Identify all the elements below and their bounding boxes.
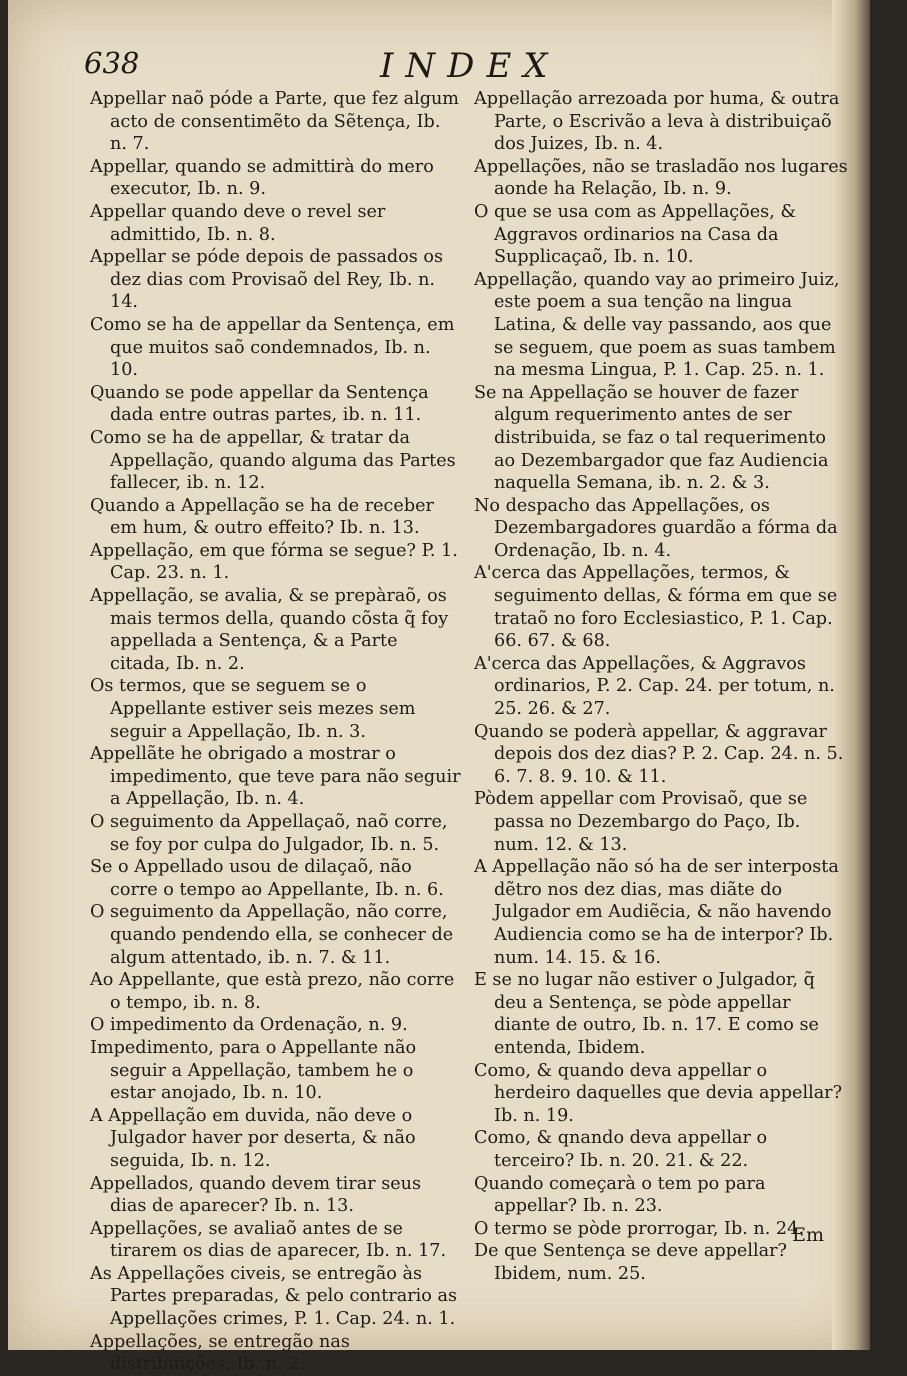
index-entry: Appellações, se entregão nas distribuições, Ib. n. 2. [90,1331,350,1375]
index-entry: A Appellação não só ha de ser interposta dẽtro nos dez dias, mas diãte do Julgador em Audiẽcia, & não havendo Audiencia como se ha de interpor? Ib. num. 14. 15. & 16. [474,857,839,968]
index-entry: Appellação, se avalia, & se prepàraõ, os mais termos della, quando cõsta q̃ foy appellada a Sentença, & a Parte citada, Ib. n. 2. [90,586,449,674]
index-entry: O seguimento da Appellaçaõ, naõ corre, se foy por culpa do Julgador, Ib. n. 5. [90,812,448,855]
index-entry: Appellar naõ póde a Parte, que fez algum acto de consentimẽto da Sẽtença, Ib. n. 7. [90,89,459,155]
index-entry: Appellações, não se trasladão nos lugares aonde ha Relação, Ib. n. 9. [474,156,848,200]
left-column [90,88,462,1376]
index-entry: Como se ha de appellar da Sentença, em que muitos saõ condemnados, Ib. n. 10. [90,314,455,381]
index-entry: Se o Appellado usou de dilaçaõ, não corre o tempo ao Appellante, Ib. n. 6. [90,857,444,900]
index-entry: Appellação, quando vay ao primeiro Juiz, este poem a sua tenção na lingua Latina, & delle vay passando, aos que se seguem, que poem as suas tambem na mesma Lingua, P. 1. Cap. 25. n. 1. [474,269,840,381]
page-header [8,42,870,92]
index-entry: Quando se poderà appellar, & aggravar depois dos dez dias? P. 2. Cap. 24. n. 5. 6. 7. 8. 9. 10. & 11. [474,721,844,787]
right-column [474,88,848,1285]
catchword: Em [792,1224,824,1246]
index-entry: Appellados, quando devem tirar seus dias de aparecer? Ib. n. 13. [90,1173,422,1217]
index-entry: Quando se pode appellar da Sentença dada entre outras partes, ib. n. 11. [90,382,429,426]
index-entry: O seguimento da Appellação, não corre, quando pendendo ella, se conhecer de algum attentado, ib. n. 7. & 11. [90,902,454,968]
index-entry: De que Sentença se deve appellar? Ibidem, num. 25. [474,1241,787,1284]
index-entry: Appellar se póde depois de passados os dez dias com Provisaõ del Rey, Ib. n. 14. [90,247,443,313]
index-entry: Quando começarà o tem po para appellar? Ib. n. 23. [474,1173,766,1217]
page-number: 638 [84,46,140,80]
index-entry: Ao Appellante, que està prezo, não corre o tempo, ib. n. 8. [90,970,455,1013]
index-entry: Como, & quando deva appellar o herdeiro daquelles que devia appellar? Ib. n. 19. [474,1060,843,1126]
index-entry: E se no lugar não estiver o Julgador, q̃ deu a Sentença, se pòde appellar diante de outro, Ib. n. 17. E como se entenda, Ibidem. [474,970,819,1058]
index-entry: Appellar quando deve o revel ser admittido, Ib. n. 8. [90,201,386,245]
book-page [8,0,870,1375]
index-entry: Appellãte he obrigado a mostrar o impedimento, que teve para não seguir a Appellação, Ib. n. 4. [90,744,461,810]
index-entry: O que se usa com as Appellações, & Aggravos ordinarios na Casa da Supplicaçaõ, Ib. n. 10. [474,201,797,268]
index-entry: Impedimento, para o Appellante não seguir a Appellação, tambem he o estar anojado, Ib. n. 10. [90,1037,417,1104]
page-title: INDEX [380,46,560,86]
index-entry: No despacho das Appellações, os Dezembargadores guardão a fórma da Ordenação, Ib. n. 4. [474,495,838,561]
index-entry: Se na Appellação se houver de fazer algum requerimento antes de ser distribuida, se faz o tal requerimento ao Dezembargador que faz Audiencia naquella Semana, ib. n. 2. & 3. [474,382,829,494]
index-entry: Appellar, quando se admittirà do mero executor, Ib. n. 9. [90,156,434,200]
index-entry: Appellação arrezoada por huma, & outra Parte, o Escrivão a leva à distribuiçaõ dos Juizes, Ib. n. 4. [474,89,840,155]
index-entry: O termo se pòde prorrogar, Ib. n. 24. [474,1218,804,1239]
index-entry: A Appellação em duvida, não deve o Julgador haver por deserta, & não seguida, Ib. n. 12. [90,1105,416,1171]
index-entry: Os termos, que se seguem se o Appellante estiver seis mezes sem seguir a Appellação, Ib. n. 3. [90,676,416,742]
index-entry: Appellações, se avaliaõ antes de se tirarem os dias de aparecer, Ib. n. 17. [90,1218,447,1262]
index-entry: A'cerca das Appellações, & Aggravos ordinarios, P. 2. Cap. 24. per totum, n. 25. 26. & 27. [474,653,835,720]
index-entry: Como se ha de appellar, & tratar da Appellação, quando alguma das Partes fallecer, ib. n. 12. [90,427,456,494]
index-entry: Quando a Appellação se ha de receber em hum, & outro effeito? Ib. n. 13. [90,495,434,539]
index-entry: A'cerca das Appellações, termos, & seguimento dellas, & fórma em que se trataõ no foro Ecclesiastico, P. 1. Cap. 66. 67. & 68. [474,563,838,652]
index-entry: O impedimento da Ordenação, n. 9. [90,1015,408,1036]
index-entry: As Appellações civeis, se entregão às Partes preparadas, & pelo contrario as Appellações crimes, P. 1. Cap. 24. n. 1. [90,1263,457,1330]
index-entry: Appellação, em que fórma se segue? P. 1. Cap. 23. n. 1. [90,540,458,584]
index-entry: Como, & qnando deva appellar o terceiro? Ib. n. 20. 21. & 22. [474,1128,768,1171]
index-entry: Pòdem appellar com Provisaõ, que se passa no Dezembargo do Paço, Ib. num. 12. & 13. [474,789,808,855]
